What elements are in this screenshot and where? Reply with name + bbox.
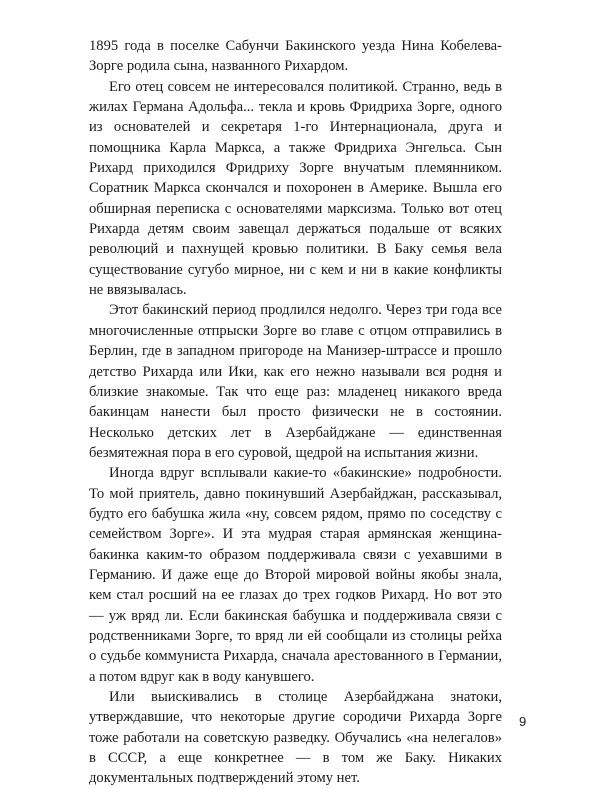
paragraph: Его отец совсем не интересовался политикой. Странно, ведь в жилах Германа Адольфа... текла и кровь Фридриха Зорге, одного из основателей и секретаря 1-го Интернационала, друга и помощника Карла Маркса, а также Фридриха Энгельса. Сын Рихард приходился Фридриху Зорге внучатым племянником. Соратник Маркса скончался и похоронен в Америке. Вышла его обширная переписка с основателями марксизма. Только вот отец Рихарда детям своим завещал держаться подальше от всяких революций и пахнущей кровью политики. В Баку семья вела существование сугубо мирное, ни с кем и ни в какие конфликты не ввязывалась. bbox=[89, 78, 502, 299]
paragraph: Иногда вдруг всплывали какие-то «бакинские» подробности. То мой приятель, давно покинувший Азербайджан, рассказывал, будто его бабушка жила «ну, совсем рядом, прямо по соседству с семейством Зорге». И эта мудрая старая армянская женщина-бакинка каким-то образом поддерживала связи с уехавшими в Германию. И даже еще до Второй мировой войны якобы знала, кем стал росший на ее глазах до трех годков Рихард. Но вот это — уж вряд ли. Если бакинская бабушка и поддерживала связи с родственниками Зорге, то вряд ли ей сообщали из столицы рейха о судьбе коммуниста Рихарда, сначала арестованного в Германии, а потом вдруг как в воду канувшего. bbox=[89, 465, 502, 685]
paragraph: Этот бакинский период продлился недолго. Через три года все многочисленные отпрыски Зорге во главе с отцом отправились в Берлин, где в западном пригороде на Манизер-штрассе и прошло детство Рихарда или Ики, как его нежно называли вся родня и близкие знакомые. Так что еще раз: младенец никакого вреда бакинцам нанести был просто физически не в состоянии. Несколько детских лет в Азербайджане — единственная безмятежная пора в его суровой, щедрой на испытания жизни. bbox=[89, 302, 502, 461]
page-number: 9 bbox=[519, 714, 527, 729]
body-text bbox=[89, 36, 502, 789]
paragraph-continued: 1895 года в поселке Сабунчи Бакинского уезда Нина Кобелева-Зорге родила сына, названного Рихардом. bbox=[89, 38, 502, 75]
paragraph: Или выискивались в столице Азербайджана знатоки, утверждавшие, что некоторые другие сородичи Рихарда Зорге тоже работали на советскую разведку. Обучались «на нелегалов» в СССР, а еще конкретнее — в том же Баку. Никаких документальных подтверждений этому нет. bbox=[89, 689, 502, 787]
